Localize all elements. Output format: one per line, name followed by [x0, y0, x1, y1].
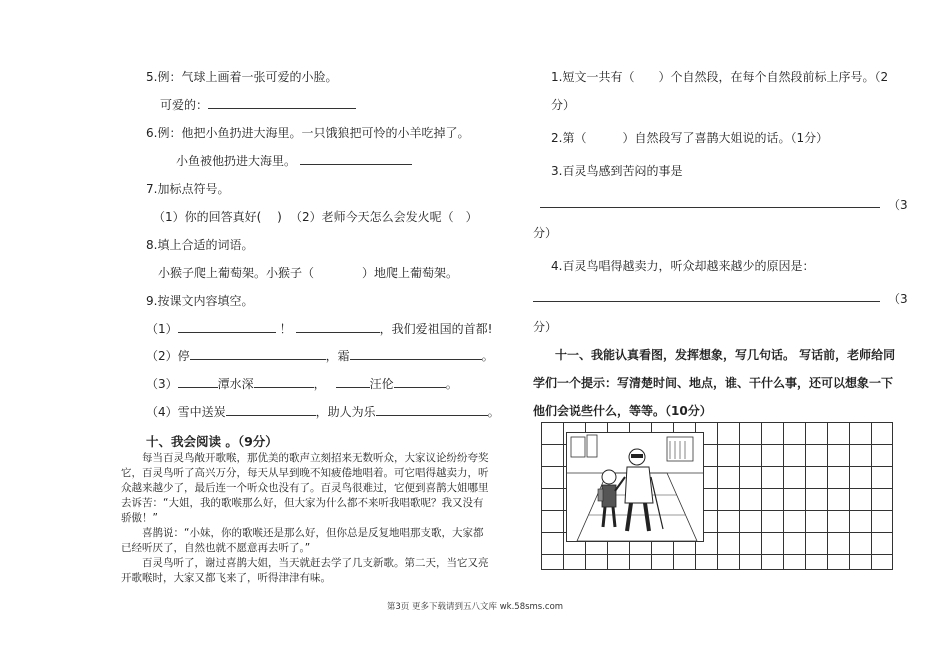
r1-text-cont: 分）	[551, 98, 576, 112]
r4-answer-line[interactable]	[533, 301, 880, 302]
r4-text: 4.百灵鸟唱得越卖力，听众却越来越少的原因是：	[551, 259, 815, 273]
q6-answer-label: 小鱼被他扔进大海里。	[176, 154, 297, 168]
q9-l3-b: ，	[313, 377, 326, 391]
illustration	[566, 432, 704, 542]
q9-l1-mid: ！	[279, 322, 292, 336]
section10-heading: 十、我会阅读 。（9分）	[146, 434, 278, 449]
q9-l2-num: （2）停	[146, 349, 190, 363]
q7-item1: （1）你的回答真好( )	[153, 210, 282, 224]
blind-man-figure	[615, 449, 663, 531]
q9-l3-blank1[interactable]	[178, 375, 218, 388]
q5-answer-blank[interactable]	[208, 96, 356, 109]
reading-p3: 百灵鸟听了，谢过喜鹊大姐，当天就赶去学了几支新歌。第二天，当它又亮开歌喉时，大家又都飞来了，听得津津有味。	[121, 557, 489, 584]
q9-l4-mid: ，助人为乐	[315, 405, 376, 419]
reading-passage	[121, 451, 491, 586]
q9-line3	[146, 375, 458, 392]
q6-answer-blank[interactable]	[300, 152, 412, 165]
q7-item2: （2）老师今天怎么会发火呢（ ）	[290, 210, 478, 224]
q9-l3-blank2[interactable]	[254, 375, 314, 388]
q9-line1	[146, 320, 492, 337]
q9-l3-c: 汪伦	[369, 377, 394, 391]
section11-line3: 他们会说些什么，等等。（10分）	[533, 404, 712, 418]
r3-text: 3.百灵鸟感到苦闷的事是	[551, 164, 683, 178]
illustration-drawing	[567, 433, 703, 541]
q5-answer-label: 可爱的：	[160, 98, 209, 112]
q9-l2-blank1[interactable]	[190, 347, 326, 360]
r2-text: 2.第（ ）自然段写了喜鹊大姐说的话。（1分）	[551, 131, 829, 145]
q6-text: 6.例：他把小鱼扔进大海里。一只饿狼把可怜的小羊吃掉了。	[146, 126, 470, 140]
q9-l2-end: 。	[481, 349, 494, 363]
r4-score-cont: 分）	[533, 320, 558, 334]
q7-title: 7.加标点符号。	[146, 182, 230, 196]
q8-line	[158, 264, 458, 281]
q9-l4-blank1[interactable]	[226, 403, 316, 416]
q5-answer	[160, 96, 356, 113]
q9-l1-end: ，我们爱祖国的首都!	[379, 322, 493, 336]
page-footer: 第3页 更多下载请到五八文库 wk.58sms.com	[386, 602, 564, 612]
q8-pre: 小猴子爬上葡萄架。小猴子（	[158, 266, 315, 280]
q9-title: 9.按课文内容填空。	[146, 294, 254, 308]
q9-l3-blank3[interactable]	[336, 375, 370, 388]
q9-l3-a: 潭水深	[217, 377, 254, 391]
q9-line4	[146, 403, 500, 420]
q9-l4-blank2[interactable]	[376, 403, 488, 416]
q9-l2-mid: ，霜	[325, 349, 350, 363]
section11-line2: 学们一个提示：写清楚时间、地点，谁、干什么事，还可以想象一下	[533, 376, 894, 390]
q9-l1-blank2[interactable]	[296, 320, 380, 333]
section11-line1: 十一、我能认真看图，发挥想象，写几句话。 写话前，老师给同	[555, 348, 896, 362]
reading-p1: 每当百灵鸟敞开歌喉，那优美的歌声立刻招来无数听众，大家议论纷纷夸奖它，百灵鸟听了高兴万分，每天从早到晚不知疲倦地唱着。可它唱得越卖力，听众越来越少了，最后连一个听众也没有了。百灵鸟很难过，它便到喜鹊大姐哪里去诉苦：“大姐，我的歌喉那么好，但大家为什么都不来听我唱歌呢？我又没有骄傲！”	[121, 452, 489, 524]
r1-text: 1.短文一共有（ ）个自然段，在每个自然段前标上序号。（2	[551, 70, 889, 84]
q9-l4-num: （4）雪中送炭	[146, 405, 226, 419]
q9-l4-end: 。	[487, 405, 500, 419]
child-figure	[598, 470, 616, 527]
q9-l3-num: （3）	[146, 377, 178, 391]
sunglasses-icon	[631, 454, 643, 458]
q6-answer	[176, 152, 412, 169]
q8-post: ）地爬上葡萄架。	[362, 266, 459, 280]
q9-l2-blank2[interactable]	[350, 347, 482, 360]
r4-score: （3	[888, 292, 908, 306]
q9-l1-blank1[interactable]	[178, 320, 276, 333]
q5-text: 5.例：气球上画着一张可爱的小脸。	[146, 70, 338, 84]
q9-l3-blank4[interactable]	[394, 375, 446, 388]
q9-line2	[146, 347, 494, 364]
r3-answer-line[interactable]	[540, 207, 880, 208]
building-icon	[571, 437, 585, 457]
q9-l1-num: （1）	[146, 322, 178, 336]
r3-score: （3	[888, 198, 908, 212]
building-icon	[587, 435, 597, 457]
reading-p2: 喜鹊说：“小妹，你的歌喉还是那么好，但你总是反复地唱那支歌，大家都已经听厌了，自然也就不愿意再去听了。”	[121, 527, 484, 554]
r3-score-cont: 分）	[533, 226, 558, 240]
q9-l3-d: 。	[445, 377, 458, 391]
q8-title: 8.填上合适的词语。	[146, 238, 254, 252]
